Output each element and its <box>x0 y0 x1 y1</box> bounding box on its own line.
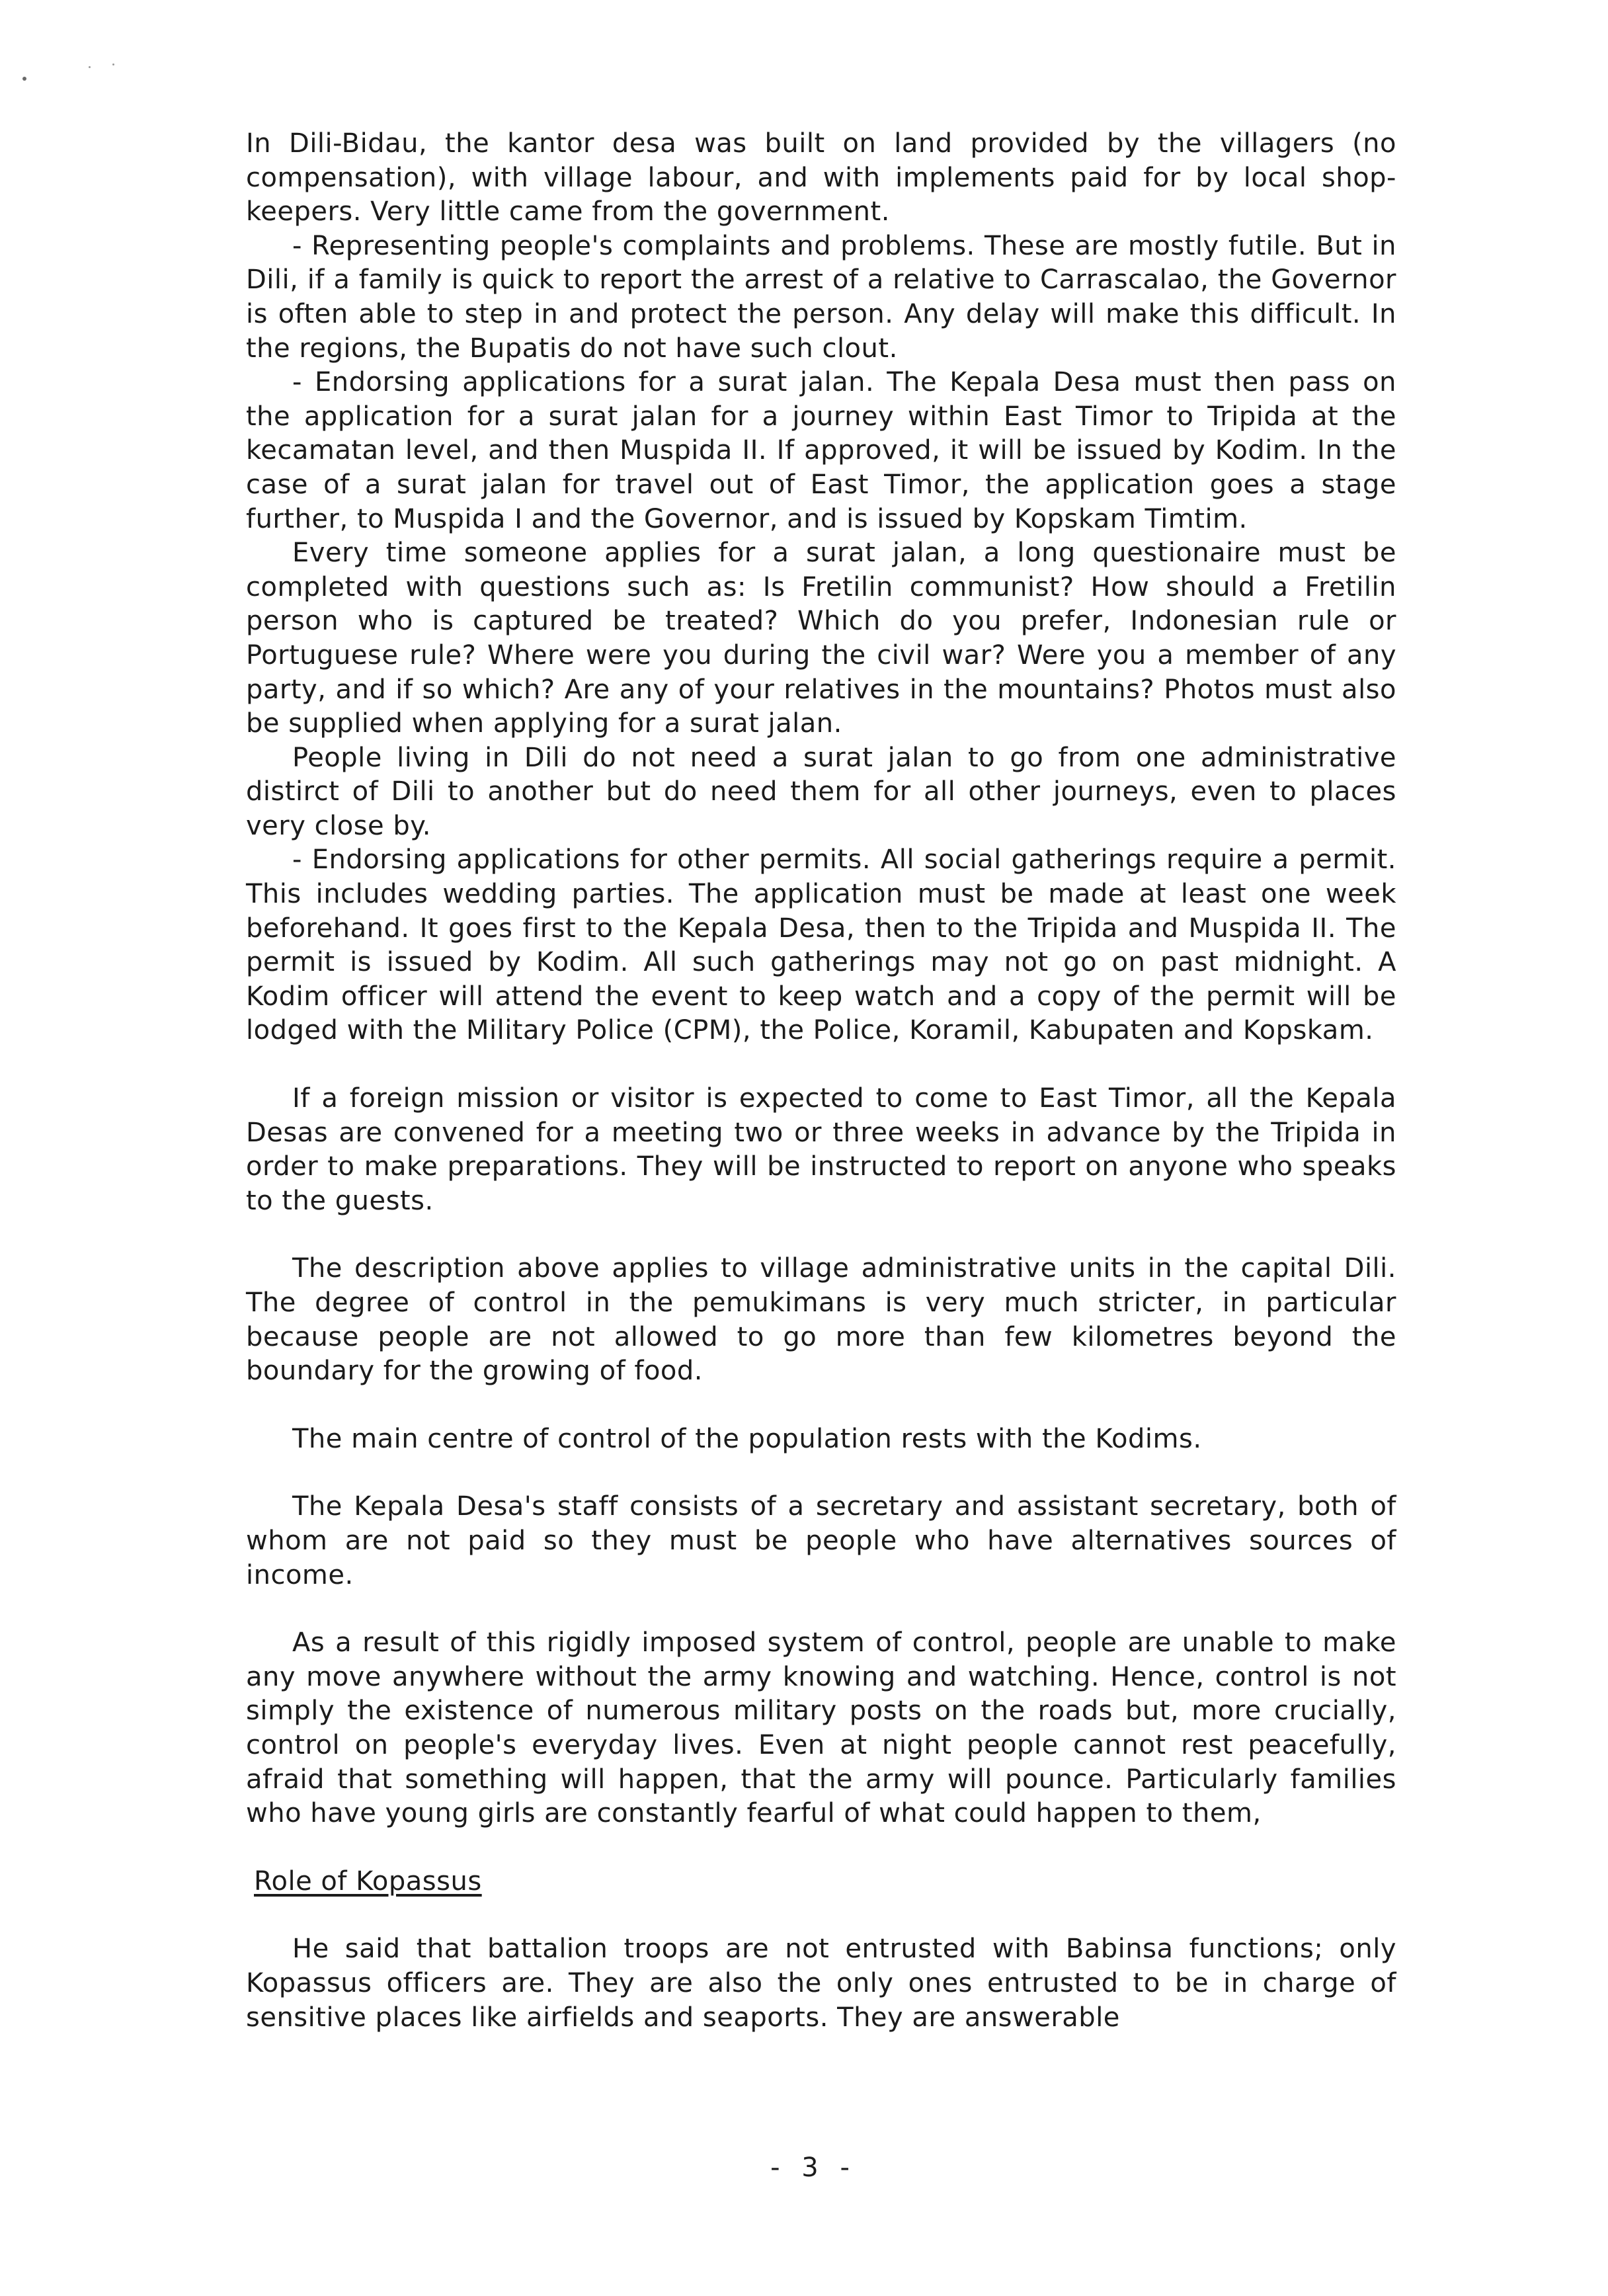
paragraph-control: As a result of this rigidly imposed system of control, people are unable to make any move anywhere without the army knowing and watching. Hence, control is not simply the existence of numerous military posts on the roads but, more crucially, control on people's everyday lives. Even at night people cannot rest peacefully, afraid that something will happen, that the army will pounce. Particularly families who have young girls are constantly fearful of what could happen to them, <box>246 1627 1396 1829</box>
paragraph-surat-jalan-endorsing: - Endorsing applications for a surat jalan. The Kepala Desa must then pass on the application for a surat jalan for a journey within East Timor to Tripida at the kecamatan level, and then Muspida II. If approved, it will be issued by Kodim. In the case of a surat jalan for travel out of East Timor, the application goes a stage further, to Muspida I and the Governor, and is issued by Kopskam Timtim. <box>246 367 1396 534</box>
body-text <box>246 127 1396 2035</box>
paragraph-kopassus: He said that battalion troops are not entrusted with Babinsa functions; only Kopassus officers are. They are also the only ones entrusted to be in charge of sensitive places like airfields and seaports. They are answerable <box>246 1934 1396 2033</box>
scan-speck <box>22 77 26 81</box>
scan-speck <box>89 66 91 68</box>
paragraph-dili-bidau: In Dili-Bidau, the kantor desa was built on land provided by the villagers (no compensation), with village labour, and with implements paid for by local shop-keepers. Very little came from the government. <box>246 128 1396 227</box>
scan-speck <box>112 63 114 65</box>
paragraph-foreign-mission: If a foreign mission or visitor is expected to come to East Timor, all the Kepala Desas are convened for a meeting two or three weeks in advance by the Tripida in order to make preparations. They will be instructed to report on anyone who speaks to the guests. <box>246 1083 1396 1216</box>
page-number: - 3 - <box>770 2152 856 2183</box>
paragraph-staff: The Kepala Desa's staff consists of a secretary and assistant secretary, both of whom are not paid so they must be people who have alternatives sources of income. <box>246 1491 1396 1590</box>
paragraph-questionaire: Every time someone applies for a surat jalan, a long questionaire must be completed with questions such as: Is Fretilin communist? How should a Fretilin person who is captured be treated? Which do you prefer, Indonesian rule or Portuguese rule? Where were you during the civil war? Were you a member of any party, and if so which? Are any of your relatives in the mountains? Photos must also be supplied when applying for a surat jalan. <box>246 538 1396 739</box>
section-heading: Role of Kopassus <box>254 1866 482 1897</box>
paragraph-complaints: - Representing people's complaints and problems. These are mostly futile. But in Dili, if a family is quick to report the arrest of a relative to Carrascalao, the Governor is often able to step in and protect the person. Any delay will make this difficult. In the regions, the Bupatis do not have such clout. <box>246 230 1396 364</box>
paragraph-kodims: The main centre of control of the population rests with the Kodims. <box>292 1423 1202 1454</box>
paragraph-dili-residents: People living in Dili do not need a surat jalan to go from one administrative distirct of Dili to another but do need them for all other journeys, even to places very close by. <box>246 742 1396 841</box>
paragraph-pemukimans: The description above applies to village administrative units in the capital Dili. The degree of control in the pemukimans is very much stricter, in particular because people are not allowed to go more than few kilometres beyond the boundary for the growing of food. <box>246 1253 1396 1387</box>
paragraph-other-permits: - Endorsing applications for other permits. All social gatherings require a permit. This includes wedding parties. The application must be made at least one week beforehand. It goes first to the Kepala Desa, then to the Tripida and Muspida II. The permit is issued by Kodim. All such gatherings may not go on past midnight. A Kodim officer will attend the event to keep watch and a copy of the permit will be lodged with the Military Police (CPM), the Police, Koramil, Kabupaten and Kopskam. <box>246 844 1396 1046</box>
